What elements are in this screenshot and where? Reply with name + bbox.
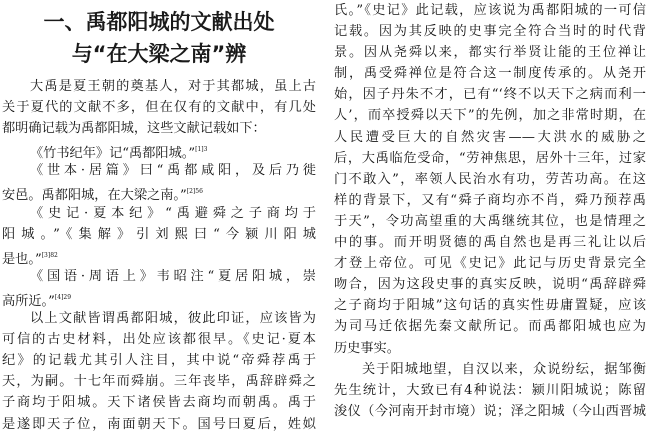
text-line — [334, 401, 646, 422]
text-line-content: 制，禹受舜禅位是符合这一制度传承的。从尧开 — [334, 66, 646, 82]
text-line — [334, 169, 646, 190]
text-line-content: 《世本·居篇》曰“禹都咸阳，及后乃徙 — [30, 163, 316, 179]
text-line-content: 可信的古史材料，出处应该都很早。《史记·夏本 — [2, 332, 316, 348]
text-line — [334, 63, 646, 84]
text-line-content: 历史事实。 — [334, 340, 400, 356]
text-line — [2, 287, 316, 308]
text-line — [334, 211, 646, 232]
text-line — [2, 139, 316, 160]
text-line-content: 后，大禹临危受命，“劳神焦思，居外十三年，过家 — [334, 150, 646, 166]
text-line-content: 先生统计，大致已有4种说法：颍川阳城说；陈留 — [334, 382, 646, 398]
text-line-content: 《史记·夏本纪》“禹避舜之子商均于 — [30, 205, 316, 221]
section-heading-line-1: 一、禹都阳城的文献出处 — [43, 10, 275, 34]
text-line — [2, 266, 316, 287]
text-line — [334, 0, 646, 21]
text-line — [334, 148, 646, 169]
text-line — [334, 105, 646, 126]
citation-superscript: [2]56 — [186, 188, 203, 196]
text-line-content: 人’，而卒授舜以天下”的先例，加之非常时期，在 — [334, 108, 646, 124]
text-line — [334, 253, 646, 274]
text-line — [2, 308, 316, 329]
text-line — [2, 181, 316, 202]
text-line-content: 《国语·周语上》韦昭注“夏居阳城，崇 — [30, 268, 316, 284]
text-line — [2, 329, 316, 350]
left-column — [2, 0, 316, 435]
text-line-content: 浚仪（今河南开封市境）说；泽之阳城（今山西晋城 — [334, 403, 646, 419]
text-line-content: 纪》的记载尤其引人注目，其中说“帝舜荐禹于 — [2, 353, 316, 369]
text-line-content: 中的事。而开明贤德的禹自然也是再三礼让以后 — [334, 235, 646, 251]
section-heading-line-2: 与“在大梁之南”辨 — [71, 42, 247, 66]
text-line — [2, 118, 316, 139]
text-line-content: 阳城。”《集解》引刘熙曰“今颍川阳城 — [2, 226, 316, 242]
text-line — [2, 97, 316, 118]
text-line — [334, 295, 646, 316]
text-line — [334, 84, 646, 105]
text-line-content: 门不敢入”，率领人民治水有功，劳苦功高。在这 — [334, 171, 646, 187]
text-line-content: 大禹是夏王朝的奠基人，对于其都城，虽上古 — [30, 79, 316, 94]
text-line — [2, 224, 316, 245]
text-line — [334, 42, 646, 63]
text-line-content: 才登上帝位。可见《史记》此记与历史背景完全 — [334, 256, 646, 272]
right-column — [334, 0, 646, 435]
text-line — [2, 414, 316, 435]
text-line — [334, 190, 646, 211]
text-line — [2, 392, 316, 413]
text-line-content: 之子商均于阳城”这句话的真实性毋庸置疑，应该 — [334, 298, 646, 314]
text-line — [2, 203, 316, 224]
text-line-content: 氏。”《史记》此记载，应该说为禹都阳城的一可信 — [334, 3, 646, 18]
text-line-content: 都明确记载为禹都阳城，这些文献记载如下： — [2, 121, 266, 137]
text-line-content: 吻合，因为这段史事的真实反映，说明“禹辞辟舜 — [334, 277, 646, 293]
text-line-content: 是遂即天子位，南面朝天下。国号曰夏后，姓姒 — [2, 416, 316, 432]
text-line — [334, 21, 646, 42]
text-line-content: 高所近。” — [2, 293, 55, 309]
text-line-content: 天，为嗣。十七年而舜崩。三年丧毕，禹辞辟舜之 — [2, 374, 316, 390]
text-line — [2, 160, 316, 181]
text-line-content: 子商均于阳城。天下诸侯皆去商均而朝禹。禹于 — [2, 395, 316, 411]
text-line — [334, 127, 646, 148]
text-line-content: 记载。因为其反映的史事完全符合当时的时代背 — [334, 24, 646, 40]
text-line — [2, 371, 316, 392]
text-line-content: 样的背景下，又有“舜子商均亦不肖，舜乃预荐禹 — [334, 192, 646, 208]
text-line-content: 景。因从尧舜以来，都实行举贤让能的王位禅让 — [334, 45, 646, 61]
text-line — [2, 350, 316, 371]
text-line-content: 是也。” — [2, 251, 42, 266]
text-line — [334, 274, 646, 295]
text-line-content: 关于阳城地望，自汉以来，众说纷纭，据邹衡 — [362, 361, 646, 377]
citation-superscript: [3]82 — [41, 251, 58, 259]
text-line-content: 《竹书纪年》记“禹都阳城。” — [30, 146, 196, 161]
text-line-content: 为司马迁依据先秦文献所记。而禹都阳城也应为 — [334, 319, 646, 335]
text-line — [334, 338, 646, 359]
text-line — [334, 380, 646, 401]
text-line — [334, 316, 646, 337]
text-line-content: 关于夏代的文献不多，但在仅有的文献中，有几处 — [2, 100, 316, 116]
text-line — [2, 76, 316, 97]
text-line — [334, 232, 646, 253]
text-line-content: 于天”，令功高望重的大禹继统其位，也是情理之 — [334, 213, 646, 229]
citation-superscript: [1]3 — [195, 146, 208, 154]
text-line-content: 以上文献皆谓禹都阳城，彼此印证，应该皆为 — [30, 311, 316, 327]
text-line — [334, 359, 646, 380]
right-column-body — [334, 0, 646, 422]
text-line-content: 安邑。禹都阳城，在大梁之南。” — [2, 188, 187, 203]
text-line-content: 人民遭受巨大的自然灾害——大洪水的威胁之 — [334, 129, 646, 145]
text-line-content: 始，因子丹朱不才，已有“‘终不以天下之病而利一 — [334, 87, 646, 103]
left-column-body — [2, 76, 316, 435]
citation-superscript: [4]29 — [54, 293, 72, 301]
text-line — [2, 245, 316, 266]
